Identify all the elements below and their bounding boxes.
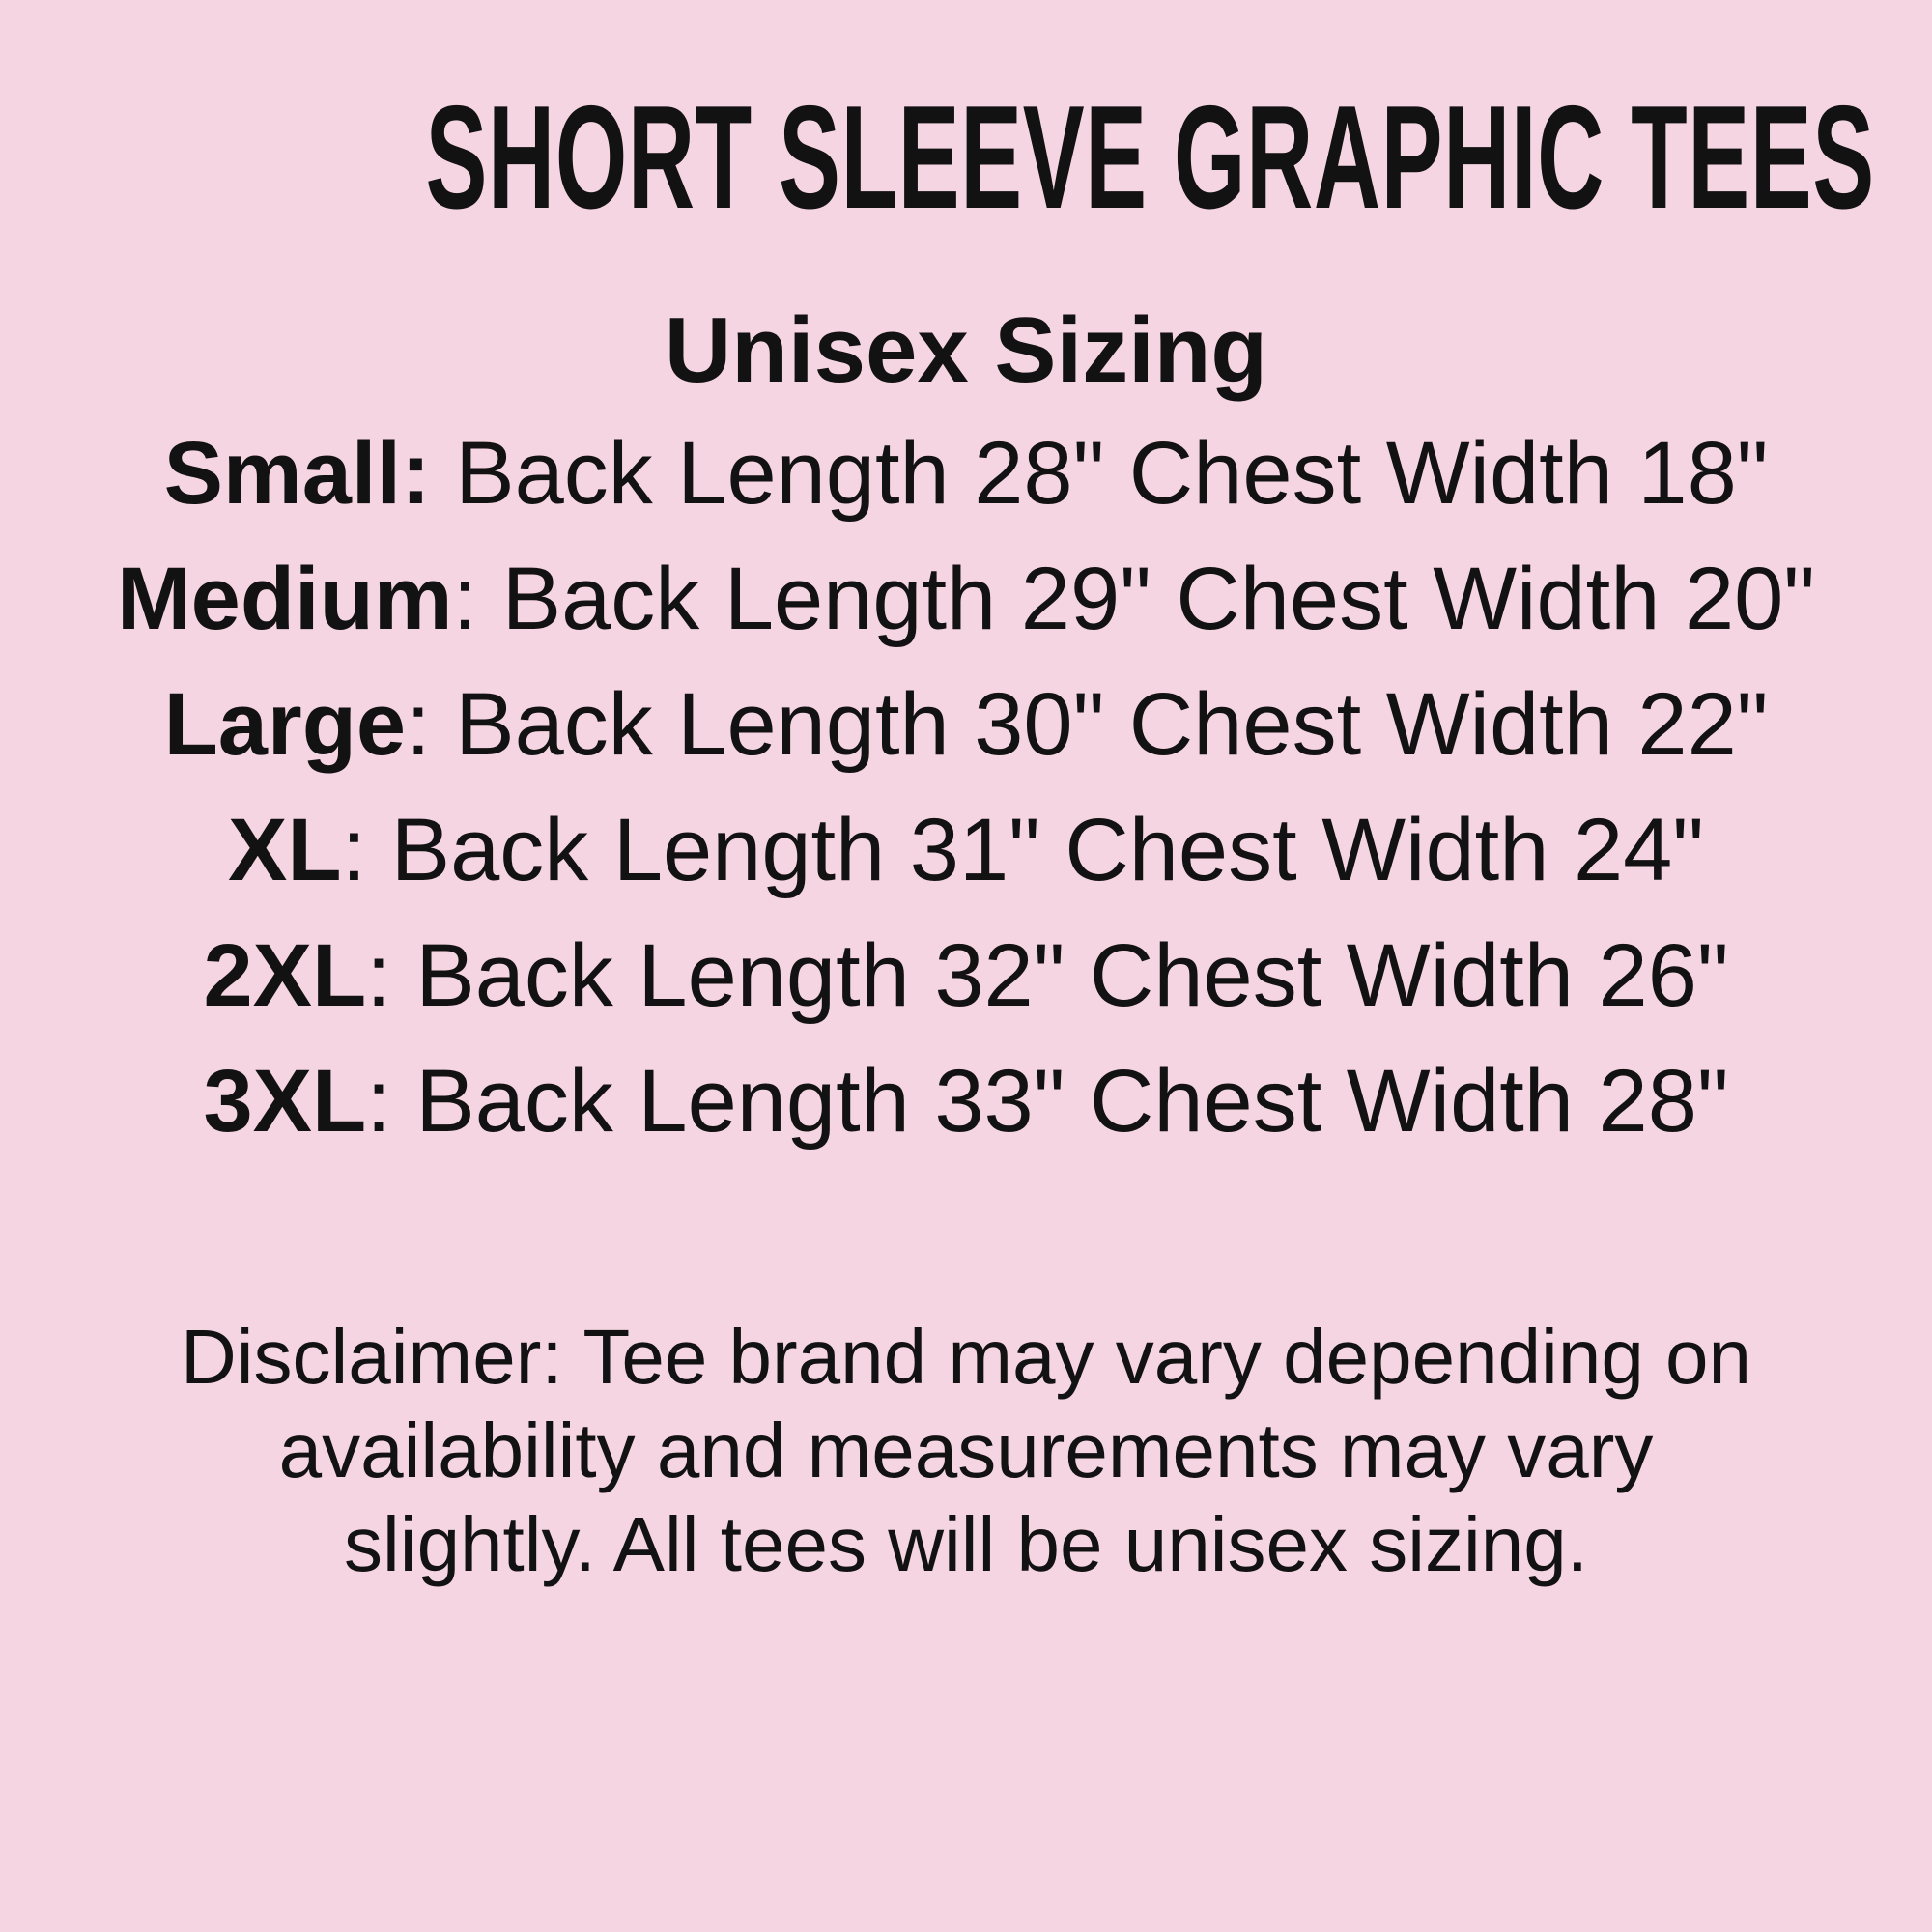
size-details: : Back Length 29" Chest Width 20" <box>452 550 1815 648</box>
size-label: Small: <box>163 424 431 523</box>
size-details: Back Length 28" Chest Width 18" <box>430 424 1769 523</box>
size-details: : Back Length 33" Chest Width 28" <box>366 1052 1729 1151</box>
size-details: : Back Length 30" Chest Width 22" <box>406 675 1769 774</box>
size-row-medium <box>0 536 1932 662</box>
size-label: Medium <box>117 550 453 648</box>
disclaimer-line-2: availability and measurements may vary <box>278 1407 1654 1493</box>
size-row-xl <box>0 787 1932 913</box>
size-label: XL <box>228 801 342 899</box>
size-row-3xl <box>0 1038 1932 1164</box>
disclaimer <box>0 1310 1932 1591</box>
poster-title <box>0 75 1932 240</box>
size-label: Large <box>163 675 407 774</box>
size-details: : Back Length 31" Chest Width 24" <box>341 801 1704 899</box>
size-label: 2XL <box>203 926 367 1025</box>
size-details: : Back Length 32" Chest Width 26" <box>366 926 1729 1025</box>
size-row-2xl <box>0 913 1932 1038</box>
poster-title-text: SHORT SLEEVE GRAPHIC TEES <box>425 75 1875 240</box>
size-label: 3XL <box>203 1052 367 1151</box>
size-row-small <box>0 411 1932 536</box>
size-row-large <box>0 662 1932 787</box>
sizing-heading: Unisex Sizing <box>664 298 1268 402</box>
disclaimer-line-1: Disclaimer: Tee brand may vary depending on <box>180 1314 1752 1400</box>
disclaimer-line-3: slightly. All tees will be unisex sizing. <box>344 1501 1588 1587</box>
size-rows <box>0 411 1932 1164</box>
